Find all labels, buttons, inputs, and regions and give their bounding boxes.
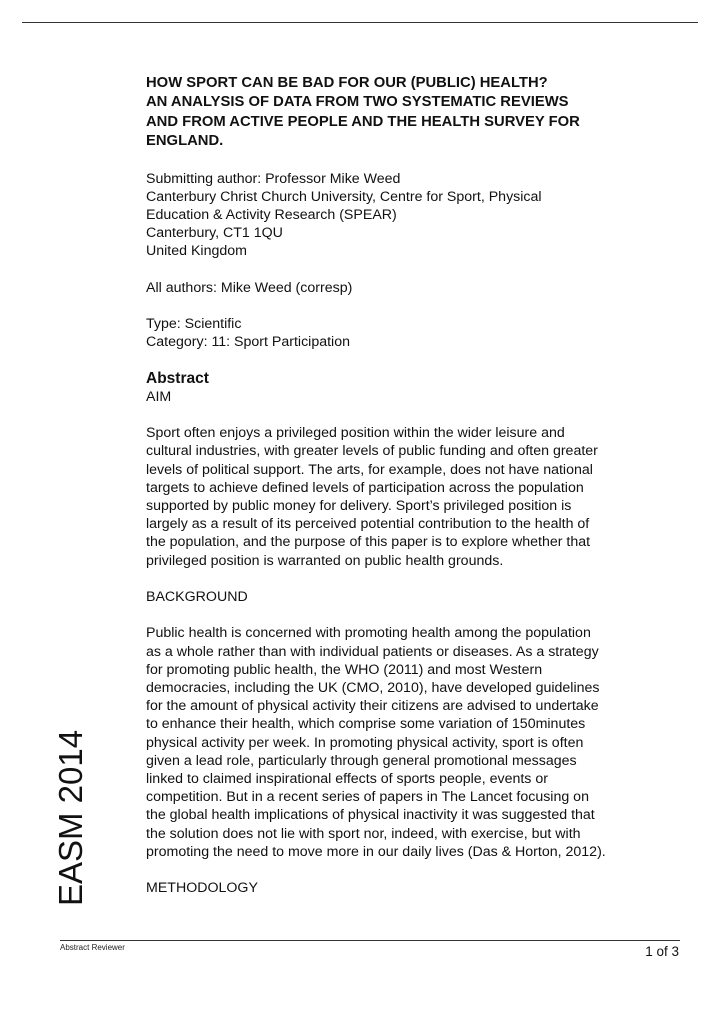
background-line: physical activity per week. In promoting physical activity, sport is often xyxy=(146,734,584,751)
background-line: Public health is concerned with promoting health among the population xyxy=(146,625,591,642)
background-line: competition. But in a recent series of papers in The Lancet focusing on xyxy=(146,789,589,806)
aim-heading: AIM xyxy=(146,388,172,405)
abstract-heading: Abstract xyxy=(146,369,209,387)
title-line: ENGLAND. xyxy=(146,133,224,150)
background-line: the global health implications of physical inactivity it was suggested that xyxy=(146,807,595,824)
footer-rule xyxy=(60,940,680,941)
aim-heading-block xyxy=(146,388,666,406)
author-line: United Kingdom xyxy=(146,243,247,260)
aim-line: targets to achieve defined levels of participation across the population xyxy=(146,479,584,496)
aim-line: largely as a result of its perceived potential contribution to the health of xyxy=(146,516,590,533)
title-line: HOW SPORT CAN BE BAD FOR OUR (PUBLIC) HEALTH? xyxy=(146,75,548,91)
background-line: democracies, including the UK (CMO, 2010), have developed guidelines xyxy=(146,680,600,697)
background-line: as a whole rather than with individual patients or diseases. As a strategy xyxy=(146,643,599,660)
background-heading: BACKGROUND xyxy=(146,589,248,606)
background-line: the solution does not lie with sport nor, indeed, with exercise, but with xyxy=(146,825,581,842)
aim-line: supported by public money for delivery. Sport’s privileged position is xyxy=(146,498,572,515)
author-line: Canterbury, CT1 1QU xyxy=(146,225,283,242)
background-line: for promoting public health, the WHO (2011) and most Western xyxy=(146,661,543,678)
background-line: linked to claimed inspirational effects of sports people, events or xyxy=(146,771,548,788)
aim-line: cultural industries, with greater levels of public funding and often greater xyxy=(146,443,598,460)
author-line: Canterbury Christ Church University, Centre for Sport, Physical xyxy=(146,188,542,205)
title-line: AND FROM ACTIVE PEOPLE AND THE HEALTH SURVEY FOR xyxy=(146,113,580,130)
aim-line: Sport often enjoys a privileged position within the wider leisure and xyxy=(146,425,565,442)
author-line: Education & Activity Research (SPEAR) xyxy=(146,207,397,224)
aim-paragraph xyxy=(146,424,666,570)
background-line: given a lead role, particularly through general promotional messages xyxy=(146,752,577,769)
top-rule xyxy=(22,22,698,23)
author-block xyxy=(146,170,666,261)
footer-reviewer-label: Abstract Reviewer xyxy=(60,943,125,952)
background-heading-block xyxy=(146,588,666,606)
type-line: Type: Scientific xyxy=(146,316,242,333)
background-paragraph xyxy=(146,624,666,861)
aim-line: the population, and the purpose of this paper is to explore whether that xyxy=(146,534,591,551)
author-line: Submitting author: Professor Mike Weed xyxy=(146,170,401,187)
aim-line: levels of political support. The arts, for example, does not have national xyxy=(146,461,593,478)
methodology-heading-block xyxy=(146,879,666,897)
title-line: AN ANALYSIS OF DATA FROM TWO SYSTEMATIC REVIEWS xyxy=(146,94,569,111)
conference-side-label xyxy=(49,730,93,905)
background-line: to enhance their health, which comprise some variation of 150minutes xyxy=(146,716,586,733)
all-authors-text: All authors: Mike Weed (corresp) xyxy=(146,279,353,296)
abstract-document xyxy=(146,74,666,916)
paper-title xyxy=(146,74,666,152)
background-line: promoting the need to move more in our daily lives (Das & Horton, 2012). xyxy=(146,843,606,860)
page-number: 1 of 3 xyxy=(645,944,679,959)
methodology-heading: METHODOLOGY xyxy=(146,880,258,897)
conference-side-label-text: EASM 2014 xyxy=(52,729,89,906)
category-line: Category: 11: Sport Participation xyxy=(146,334,350,351)
aim-line: privileged position is warranted on public health grounds. xyxy=(146,552,504,569)
all-authors xyxy=(146,279,666,297)
type-category-block xyxy=(146,315,666,351)
background-line: for the amount of physical activity their citizens are advised to undertake xyxy=(146,698,599,715)
